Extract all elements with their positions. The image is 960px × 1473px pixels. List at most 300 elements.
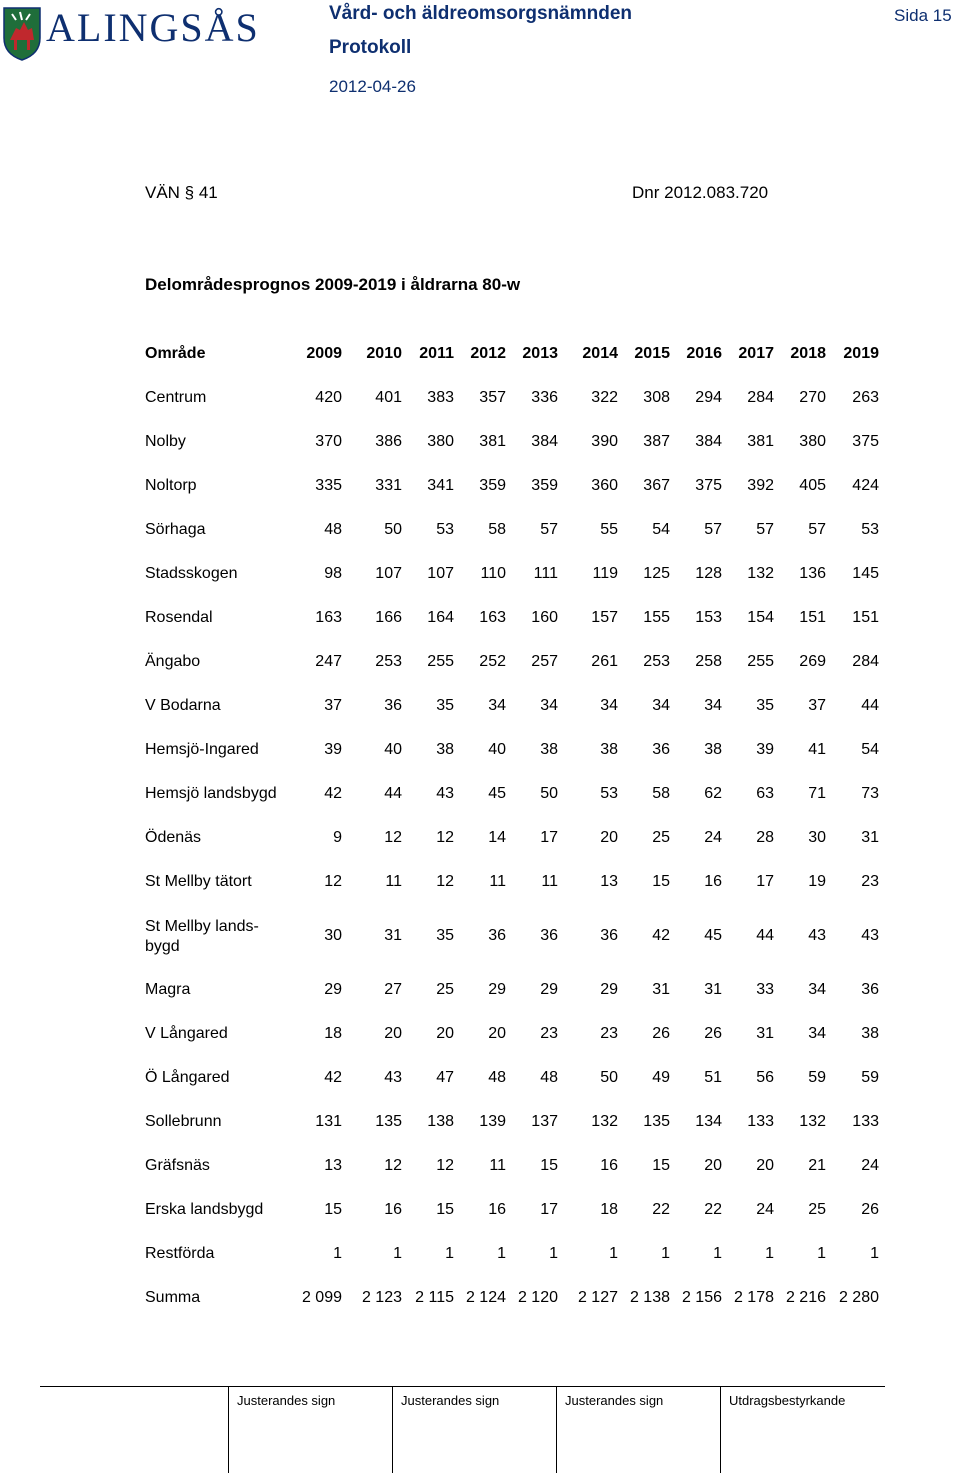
value-cell: 1 [817,1245,826,1262]
value-cell: 164 [427,609,454,626]
value-cell: 247 [315,653,342,670]
value-cell: 44 [384,785,402,802]
value-cell: 155 [643,609,670,626]
value-cell: 38 [436,741,454,758]
value-cell: 30 [324,927,342,944]
column-header-year: 2016 [686,345,722,362]
table-row [0,565,960,589]
alingsas-logo [2,4,260,62]
value-cell: 132 [747,565,774,582]
value-cell: 134 [695,1113,722,1130]
table-row [0,1025,960,1049]
value-cell: 107 [375,565,402,582]
value-cell: 44 [756,927,774,944]
value-cell: 34 [488,697,506,714]
value-cell: 370 [315,433,342,450]
value-cell: 48 [324,521,342,538]
document-type: Protokoll [329,37,412,58]
sign-label: Utdragsbestyrkande [729,1393,846,1408]
value-cell: 16 [488,1201,506,1218]
value-cell: 98 [324,565,342,582]
value-cell: 261 [591,653,618,670]
value-cell: 25 [652,829,670,846]
value-cell: 23 [540,1025,558,1042]
value-cell: 384 [531,433,558,450]
value-cell: 17 [540,1201,558,1218]
value-cell: 11 [489,1157,506,1174]
value-cell: 17 [540,829,558,846]
value-cell: 2 156 [681,1289,722,1306]
value-cell: 336 [531,389,558,406]
column-header-year: 2015 [634,345,670,362]
value-cell: 38 [600,741,618,758]
table-row [0,433,960,457]
value-cell: 405 [799,477,826,494]
value-cell: 154 [747,609,774,626]
value-cell: 367 [643,477,670,494]
value-cell: 53 [861,521,879,538]
value-cell: 18 [324,1025,342,1042]
value-cell: 381 [747,433,774,450]
table-row [0,981,960,1005]
diary-number: Dnr 2012.083.720 [632,183,769,202]
value-cell: 40 [384,741,402,758]
value-cell: 31 [704,981,722,998]
value-cell: 54 [652,521,670,538]
value-cell: 35 [436,697,454,714]
value-cell: 43 [436,785,454,802]
value-cell: 43 [808,927,826,944]
table-header-row [0,345,960,369]
area-name: Restförda [145,1245,215,1262]
value-cell: 2 123 [361,1289,402,1306]
value-cell: 29 [488,981,506,998]
value-cell: 42 [324,1069,342,1086]
value-cell: 153 [695,609,722,626]
value-cell: 34 [808,1025,826,1042]
value-cell: 111 [533,565,558,582]
area-name: Nolby [145,433,186,450]
value-cell: 48 [540,1069,558,1086]
value-cell: 35 [436,927,454,944]
value-cell: 2 127 [577,1289,618,1306]
table-row [0,829,960,853]
value-cell: 2 178 [733,1289,774,1306]
value-cell: 1 [549,1245,558,1262]
value-cell: 163 [315,609,342,626]
value-cell: 269 [799,653,826,670]
meeting-date: 2012-04-26 [329,77,416,96]
area-name: Magra [145,981,191,998]
value-cell: 57 [540,521,558,538]
column-header-year: 2011 [419,345,454,362]
value-cell: 375 [695,477,722,494]
column-header-year: 2013 [522,345,558,362]
column-header-year: 2019 [843,345,879,362]
value-cell: 384 [695,433,722,450]
area-name: V Långared [145,1025,228,1042]
value-cell: 381 [479,433,506,450]
value-cell: 42 [652,927,670,944]
table-row [0,389,960,413]
value-cell: 131 [315,1113,342,1130]
sign-divider [228,1386,229,1473]
value-cell: 1 [609,1245,618,1262]
table-row [0,609,960,633]
value-cell: 34 [808,981,826,998]
value-cell: 12 [384,1157,402,1174]
value-cell: 57 [808,521,826,538]
value-cell: 73 [861,785,879,802]
value-cell: 252 [479,653,506,670]
value-cell: 31 [384,927,402,944]
value-cell: 387 [643,433,670,450]
value-cell: 9 [333,829,342,846]
area-name: Summa [145,1289,201,1306]
value-cell: 45 [488,785,506,802]
value-cell: 22 [652,1201,670,1218]
column-header-year: 2017 [738,345,774,362]
value-cell: 48 [488,1069,506,1086]
value-cell: 71 [808,785,826,802]
value-cell: 31 [861,829,879,846]
value-cell: 57 [704,521,722,538]
value-cell: 23 [861,873,879,890]
value-cell: 29 [600,981,618,998]
value-cell: 37 [324,697,342,714]
value-cell: 36 [861,981,879,998]
value-cell: 53 [600,785,618,802]
value-cell: 15 [324,1201,342,1218]
value-cell: 386 [375,433,402,450]
value-cell: 255 [427,653,454,670]
value-cell: 135 [643,1113,670,1130]
value-cell: 63 [756,785,774,802]
value-cell: 1 [713,1245,722,1262]
table-row [0,873,960,897]
area-name: Sollebrunn [145,1113,222,1130]
value-cell: 16 [384,1201,402,1218]
area-name: Gräfsnäs [145,1157,210,1174]
value-cell: 37 [808,697,826,714]
value-cell: 138 [427,1113,454,1130]
value-cell: 51 [704,1069,722,1086]
value-cell: 57 [756,521,774,538]
value-cell: 20 [384,1025,402,1042]
column-header-year: 2014 [582,345,618,362]
value-cell: 36 [540,927,558,944]
value-cell: 128 [695,565,722,582]
value-cell: 15 [652,1157,670,1174]
area-name: Ö Långared [145,1069,230,1086]
value-cell: 34 [704,697,722,714]
value-cell: 392 [747,477,774,494]
value-cell: 50 [540,785,558,802]
value-cell: 26 [861,1201,879,1218]
value-cell: 2 124 [465,1289,506,1306]
value-cell: 53 [436,521,454,538]
value-cell: 1 [765,1245,774,1262]
table-row [0,918,960,955]
area-name: Noltorp [145,477,197,494]
value-cell: 26 [704,1025,722,1042]
value-cell: 424 [852,477,879,494]
area-name: Centrum [145,389,207,406]
column-header-year: 2018 [790,345,826,362]
value-cell: 166 [375,609,402,626]
area-name: Erska landsbygd [145,1201,264,1218]
value-cell: 24 [756,1201,774,1218]
value-cell: 137 [531,1113,558,1130]
table-row [0,1113,960,1137]
value-cell: 13 [600,873,618,890]
value-cell: 258 [695,653,722,670]
value-cell: 135 [375,1113,402,1130]
table-row [0,1157,960,1181]
value-cell: 359 [479,477,506,494]
column-header-area: Område [145,345,206,362]
value-cell: 20 [600,829,618,846]
value-cell: 36 [488,927,506,944]
value-cell: 390 [591,433,618,450]
value-cell: 2 138 [629,1289,670,1306]
value-cell: 380 [427,433,454,450]
value-cell: 35 [756,697,774,714]
footer-rule [40,1386,885,1387]
value-cell: 2 120 [517,1289,558,1306]
value-cell: 50 [600,1069,618,1086]
table-row [0,1201,960,1225]
value-cell: 380 [799,433,826,450]
area-name: Hemsjö landsbygd [145,785,277,802]
value-cell: 151 [799,609,826,626]
value-cell: 12 [384,829,402,846]
value-cell: 14 [488,829,506,846]
value-cell: 253 [375,653,402,670]
table-row [0,477,960,501]
value-cell: 2 115 [415,1289,454,1306]
value-cell: 163 [479,609,506,626]
value-cell: 34 [540,697,558,714]
value-cell: 41 [808,741,826,758]
value-cell: 36 [600,927,618,944]
value-cell: 160 [531,609,558,626]
value-cell: 38 [861,1025,879,1042]
value-cell: 1 [393,1245,402,1262]
value-cell: 59 [808,1069,826,1086]
value-cell: 157 [591,609,618,626]
page-number: Sida 15 [894,6,952,25]
value-cell: 58 [652,785,670,802]
value-cell: 335 [315,477,342,494]
area-name: St Mellby tätort [145,873,252,890]
value-cell: 16 [600,1157,618,1174]
value-cell: 28 [756,829,774,846]
value-cell: 341 [427,477,454,494]
value-cell: 21 [808,1157,826,1174]
value-cell: 26 [652,1025,670,1042]
value-cell: 31 [756,1025,774,1042]
value-cell: 132 [591,1113,618,1130]
value-cell: 49 [652,1069,670,1086]
value-cell: 331 [375,477,402,494]
value-cell: 12 [436,829,454,846]
sign-divider [720,1386,721,1473]
table-row [0,1069,960,1093]
value-cell: 284 [747,389,774,406]
value-cell: 2 280 [838,1289,879,1306]
value-cell: 44 [861,697,879,714]
table-row [0,697,960,721]
sign-label: Justerandes sign [237,1393,336,1408]
value-cell: 56 [756,1069,774,1086]
value-cell: 39 [756,741,774,758]
table-row [0,785,960,809]
value-cell: 133 [852,1113,879,1130]
value-cell: 322 [591,389,618,406]
value-cell: 25 [808,1201,826,1218]
value-cell: 107 [427,565,454,582]
value-cell: 284 [852,653,879,670]
value-cell: 1 [661,1245,670,1262]
value-cell: 34 [652,697,670,714]
value-cell: 139 [479,1113,506,1130]
table-row [0,1289,960,1313]
value-cell: 36 [384,697,402,714]
paragraph-number: VÄN § 41 [145,183,218,202]
table-row [0,1245,960,1269]
value-cell: 257 [531,653,558,670]
value-cell: 308 [643,389,670,406]
value-cell: 420 [315,389,342,406]
value-cell: 11 [541,873,558,890]
value-cell: 34 [600,697,618,714]
area-name: Rosendal [145,609,213,626]
value-cell: 20 [436,1025,454,1042]
table-row [0,653,960,677]
value-cell: 47 [436,1069,454,1086]
value-cell: 133 [747,1113,774,1130]
value-cell: 151 [852,609,879,626]
value-cell: 1 [445,1245,454,1262]
value-cell: 2 099 [301,1289,342,1306]
value-cell: 12 [436,1157,454,1174]
value-cell: 24 [704,829,722,846]
value-cell: 43 [384,1069,402,1086]
value-cell: 20 [704,1157,722,1174]
value-cell: 136 [799,565,826,582]
area-name: St Mellby lands- bygd [145,918,259,955]
value-cell: 20 [488,1025,506,1042]
value-cell: 45 [704,927,722,944]
value-cell: 58 [488,521,506,538]
value-cell: 383 [427,389,454,406]
table-row [0,521,960,545]
value-cell: 43 [861,927,879,944]
area-name: V Bodarna [145,697,221,714]
value-cell: 42 [324,785,342,802]
value-cell: 119 [592,565,618,582]
value-cell: 11 [489,873,506,890]
value-cell: 294 [695,389,722,406]
value-cell: 13 [324,1157,342,1174]
value-cell: 253 [643,653,670,670]
area-name: Sörhaga [145,521,206,538]
value-cell: 375 [852,433,879,450]
value-cell: 40 [488,741,506,758]
value-cell: 20 [756,1157,774,1174]
value-cell: 145 [852,565,879,582]
column-header-year: 2012 [470,345,506,362]
value-cell: 22 [704,1201,722,1218]
column-header-year: 2009 [306,345,342,362]
value-cell: 36 [652,741,670,758]
value-cell: 23 [600,1025,618,1042]
value-cell: 270 [799,389,826,406]
value-cell: 359 [531,477,558,494]
value-cell: 255 [747,653,774,670]
value-cell: 16 [704,873,722,890]
value-cell: 33 [756,981,774,998]
value-cell: 19 [808,873,826,890]
value-cell: 1 [333,1245,342,1262]
sign-divider [556,1386,557,1473]
value-cell: 401 [375,389,402,406]
value-cell: 12 [324,873,342,890]
value-cell: 29 [324,981,342,998]
logo-wordmark: ALINGSÅS [46,5,260,50]
area-name: Ängabo [145,653,201,670]
value-cell: 132 [799,1113,826,1130]
value-cell: 357 [479,389,506,406]
value-cell: 15 [540,1157,558,1174]
value-cell: 15 [652,873,670,890]
value-cell: 38 [540,741,558,758]
area-name: Ödenäs [145,829,202,846]
value-cell: 27 [384,981,402,998]
value-cell: 24 [861,1157,879,1174]
value-cell: 31 [652,981,670,998]
value-cell: 15 [436,1201,454,1218]
value-cell: 1 [870,1245,879,1262]
table-title: Delområdesprognos 2009-2019 i åldrarna 80-w [145,275,521,294]
area-name: Stadsskogen [145,565,238,582]
sign-label: Justerandes sign [565,1393,664,1408]
value-cell: 1 [497,1245,506,1262]
table-row [0,741,960,765]
organization-name: Vård- och äldreomsorgsnämnden [329,3,633,24]
value-cell: 55 [600,521,618,538]
value-cell: 125 [643,565,670,582]
coat-of-arms-icon [2,4,42,62]
value-cell: 50 [384,521,402,538]
column-header-year: 2010 [366,345,402,362]
value-cell: 38 [704,741,722,758]
value-cell: 62 [704,785,722,802]
area-name: Hemsjö-Ingared [145,741,259,758]
value-cell: 11 [385,873,402,890]
sign-label: Justerandes sign [401,1393,500,1408]
value-cell: 54 [861,741,879,758]
value-cell: 30 [808,829,826,846]
value-cell: 29 [540,981,558,998]
value-cell: 18 [600,1201,618,1218]
value-cell: 110 [480,565,506,582]
value-cell: 59 [861,1069,879,1086]
sign-divider [392,1386,393,1473]
value-cell: 2 216 [785,1289,826,1306]
value-cell: 17 [756,873,774,890]
